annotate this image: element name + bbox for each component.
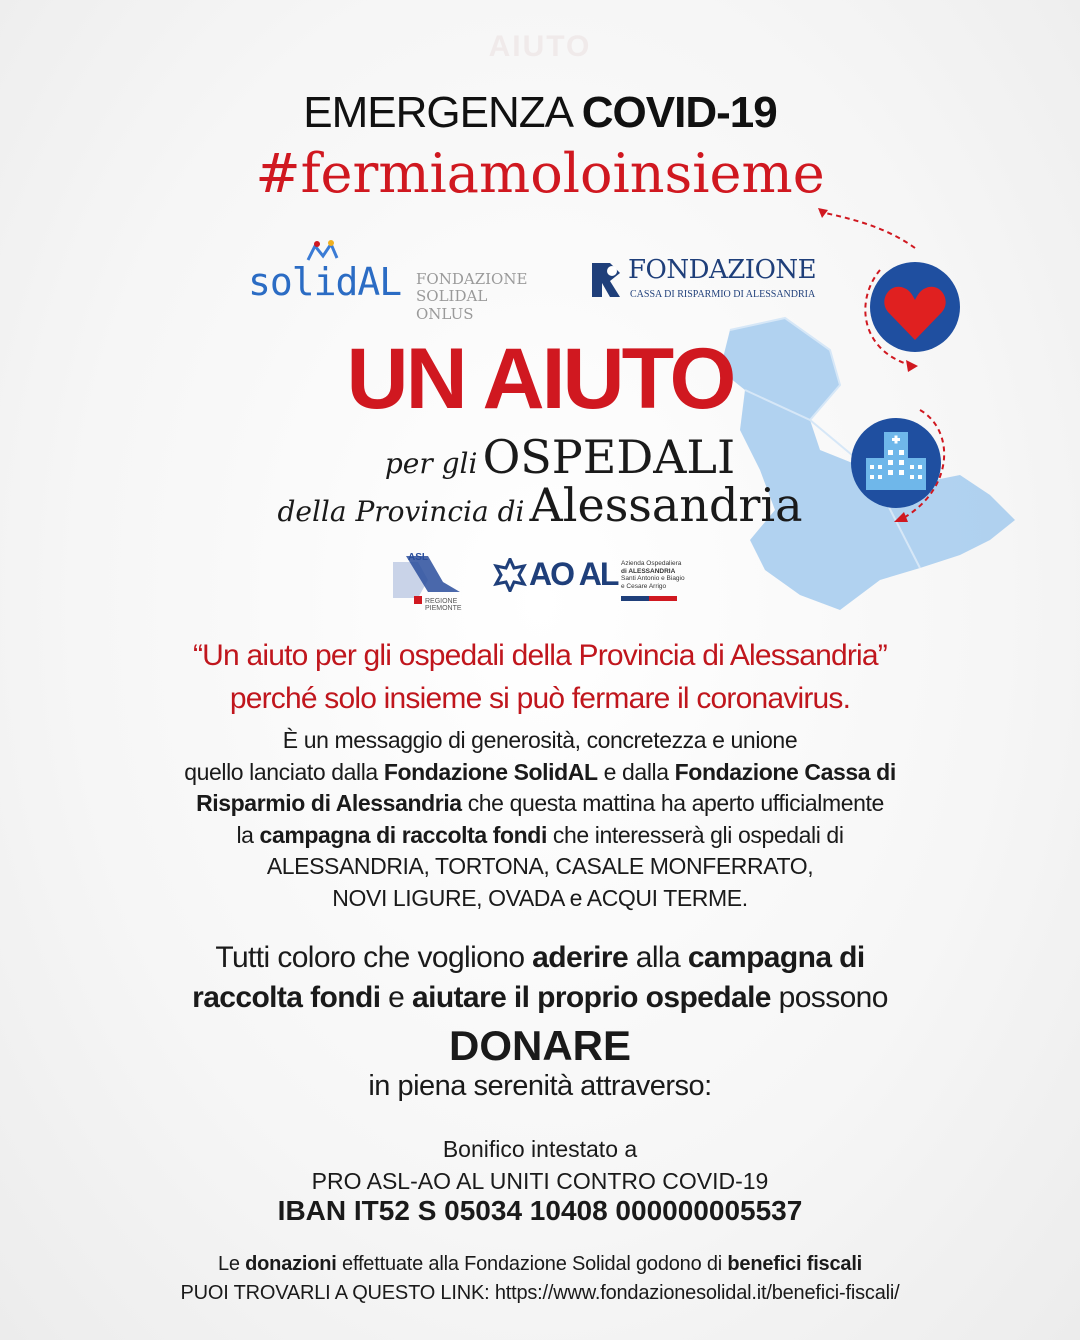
msg-l2a: quello lanciato dalla	[184, 758, 384, 785]
bank-line1: Bonifico intestato a	[442, 1136, 638, 1162]
faint-background-text: AIUTO	[488, 30, 592, 63]
footer-note	[0, 1250, 1080, 1308]
aoal-sub2: di ALESSANDRIA	[621, 567, 676, 575]
quote-line2: perché solo insieme si può fermare il coronavirus.	[229, 682, 851, 715]
aoal-logo	[493, 556, 693, 606]
footer-l1b: donazioni	[245, 1253, 337, 1275]
headline-provincia	[240, 478, 840, 532]
aoal-stripe	[621, 596, 677, 601]
aoal-star-icon	[493, 558, 527, 592]
ospedali: OSPEDALI	[482, 430, 736, 484]
asl-logo	[388, 552, 463, 610]
title-normal: EMERGENZA	[303, 88, 571, 137]
msg-line3	[0, 788, 1080, 820]
footer-l1c: effettuate alla Fondazione Solidal godono di	[336, 1253, 728, 1275]
msg-l4a: la	[236, 821, 260, 848]
message-paragraph	[0, 725, 1080, 914]
per-gli: per gli	[384, 447, 478, 480]
bank-line2: PRO ASL-AO AL UNITI CONTRO COVID-19	[311, 1168, 769, 1194]
donate-line1	[0, 938, 1080, 978]
msg-l4b: campagna di raccolta fondi	[259, 821, 547, 848]
headline-un-aiuto: UN AIUTO	[346, 331, 734, 427]
hospital-icon	[851, 418, 941, 508]
donate-l2a: raccolta fondi	[192, 981, 381, 1014]
msg-line5: ALESSANDRIA, TORTONA, CASALE MONFERRATO,	[266, 853, 814, 879]
donate-l1b: aderire	[532, 941, 629, 974]
donate-l1a: Tutti coloro che vogliono	[215, 941, 533, 974]
donate-paragraph	[0, 938, 1080, 1018]
msg-l3b: che questa mattina ha aperto ufficialmente	[461, 790, 884, 816]
fondazione-emblem-icon	[590, 259, 626, 301]
aoal-sub4: e Cesare Arrigo	[621, 582, 667, 590]
msg-line1: È un messaggio di generosità, concretezza e unione	[282, 727, 798, 753]
msg-l2d: Fondazione Cassa di	[674, 758, 896, 785]
footer-link[interactable]: PUOI TROVARLI A QUESTO LINK: https://www.fondazionesolidal.it/benefici-fiscali/	[180, 1282, 900, 1304]
aoal-sub	[621, 560, 685, 590]
aoal-sub3: Santi Antonio e Biagio	[621, 575, 685, 582]
quote	[0, 634, 1080, 720]
donate-l2d: possono	[770, 981, 888, 1014]
msg-l2b: Fondazione SolidAL	[383, 758, 598, 785]
footer-line1	[0, 1250, 1080, 1279]
solidal-logo	[248, 240, 548, 323]
aoal-text: AO AL	[529, 556, 618, 592]
solidal-sub1: FONDAZIONE	[416, 270, 528, 288]
headline-ospedali	[300, 430, 820, 484]
donare-heading: DONARE	[448, 1022, 631, 1069]
quote-line1: “Un aiuto per gli ospedali della Provincia di Alessandria”	[192, 639, 887, 672]
title-bold: COVID-19	[581, 88, 777, 137]
fondazione-name: FONDAZIONE	[628, 255, 817, 285]
msg-line2	[0, 757, 1080, 789]
msg-line4	[0, 820, 1080, 852]
fondazione-logo	[590, 255, 820, 307]
fondazione-sub: CASSA DI RISPARMIO DI ALESSANDRIA	[630, 289, 816, 300]
donate-l2c: aiutare il proprio ospedale	[412, 981, 771, 1014]
della-provincia: della Provincia di	[277, 495, 525, 528]
msg-l2c: e dalla	[597, 758, 675, 785]
solidal-name: solidAL	[248, 260, 402, 304]
solidal-sub2: SOLIDAL ONLUS	[416, 287, 488, 323]
asl-text: ASL	[408, 552, 428, 563]
msg-l3a: Risparmio di Alessandria	[196, 790, 462, 816]
msg-l4c: che interesserà gli ospedali di	[546, 821, 844, 848]
hashtag: #fermiamoloinsieme	[255, 142, 825, 205]
footer-l1a: Le	[217, 1253, 246, 1275]
asl-sub: REGIONE PIEMONTE	[425, 598, 462, 612]
title-emergenza	[0, 88, 1080, 138]
msg-line6: NOVI LIGURE, OVADA e ACQUI TERME.	[332, 884, 748, 911]
via-text: in piena serenità attraverso:	[368, 1070, 712, 1102]
donate-line2	[0, 978, 1080, 1018]
bank-transfer	[0, 1133, 1080, 1197]
footer-l1d: benefici fiscali	[727, 1253, 863, 1275]
donate-l2b: e	[380, 981, 412, 1014]
donate-l1d: campagna di	[687, 941, 865, 974]
iban: IBAN IT52 S 05034 10408 000000005537	[277, 1195, 803, 1226]
aoal-sub1: Azienda Ospedaliera	[621, 560, 682, 567]
alessandria: Alessandria	[529, 478, 803, 532]
donate-l1c: alla	[628, 941, 688, 974]
